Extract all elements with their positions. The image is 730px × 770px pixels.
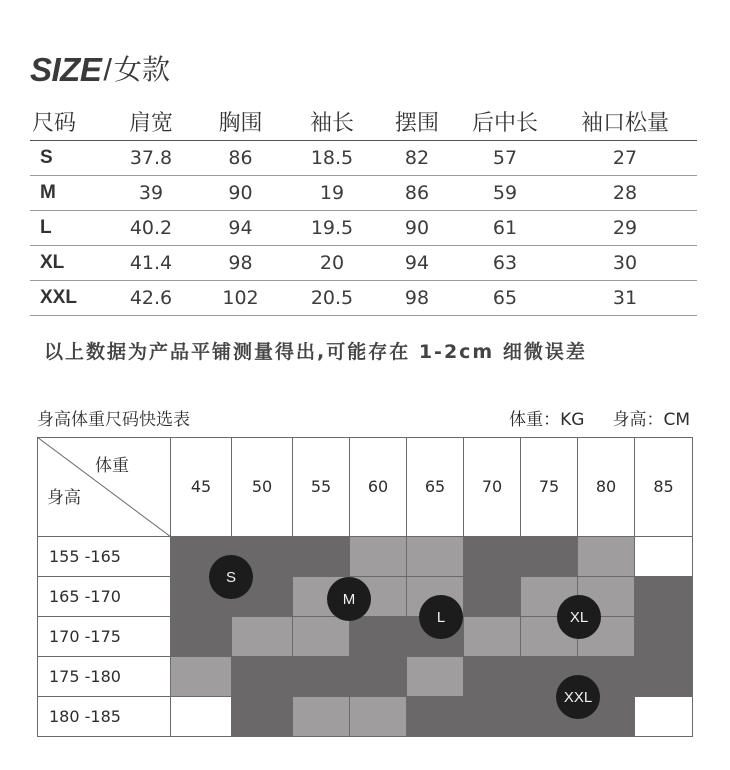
cell-back-length: 63 bbox=[492, 252, 518, 274]
grid-cell bbox=[232, 617, 293, 657]
table-row bbox=[30, 281, 697, 316]
grid-cell bbox=[293, 657, 350, 697]
header-back-length: 后中长 bbox=[471, 111, 538, 136]
size-marker-l: L bbox=[419, 595, 463, 639]
size-table-header bbox=[30, 103, 697, 141]
weight-header: 65 bbox=[407, 437, 464, 537]
cell-chest: 94 bbox=[228, 217, 253, 239]
grid-cell bbox=[635, 657, 693, 697]
table-row bbox=[30, 176, 697, 211]
cell-back-length: 57 bbox=[492, 147, 518, 169]
header-hem: 摆围 bbox=[394, 111, 439, 136]
grid-cell bbox=[171, 617, 232, 657]
grid-cell bbox=[293, 617, 350, 657]
grid-cell bbox=[578, 537, 635, 577]
cell-shoulder: 39 bbox=[138, 182, 164, 204]
grid-cell bbox=[635, 537, 693, 577]
grid-cell bbox=[407, 657, 464, 697]
title-separator: / bbox=[103, 52, 112, 87]
cell-cuff: 29 bbox=[612, 217, 638, 239]
quick-chart-title: 身高体重尺码快选表 bbox=[37, 410, 190, 430]
grid-cell bbox=[171, 697, 232, 737]
weight-header: 50 bbox=[232, 437, 293, 537]
table-row bbox=[30, 246, 697, 281]
cell-hem: 90 bbox=[404, 217, 430, 239]
cell-size: L bbox=[40, 217, 52, 238]
cell-back-length: 61 bbox=[492, 217, 518, 239]
grid-corner bbox=[37, 437, 171, 537]
height-label: 180 -185 bbox=[37, 697, 171, 737]
grid-cell bbox=[464, 577, 521, 617]
size-marker-xl: XL bbox=[557, 595, 601, 639]
title-chinese: 女款 bbox=[113, 53, 170, 86]
corner-height-label: 身高 bbox=[47, 488, 81, 508]
height-label: 175 -180 bbox=[37, 657, 171, 697]
cell-shoulder: 41.4 bbox=[129, 252, 173, 274]
height-label: 165 -170 bbox=[37, 577, 171, 617]
weight-header: 45 bbox=[171, 437, 232, 537]
cell-shoulder: 37.8 bbox=[129, 147, 173, 169]
cell-sleeve: 20 bbox=[319, 252, 345, 274]
grid-cell bbox=[350, 657, 407, 697]
grid-cell bbox=[232, 697, 293, 737]
height-label: 155 -165 bbox=[37, 537, 171, 577]
grid-cell bbox=[635, 697, 693, 737]
cell-sleeve: 19 bbox=[319, 182, 345, 204]
cell-sleeve: 18.5 bbox=[310, 147, 354, 169]
grid-cell bbox=[293, 537, 350, 577]
grid-cell bbox=[171, 657, 232, 697]
height-weight-grid bbox=[37, 437, 693, 737]
size-marker-m: M bbox=[327, 577, 371, 621]
cell-size: XXL bbox=[40, 287, 77, 308]
weight-header: 80 bbox=[578, 437, 635, 537]
grid-cell bbox=[464, 617, 521, 657]
grid-cell bbox=[350, 537, 407, 577]
quick-chart-units bbox=[509, 405, 690, 430]
cell-shoulder: 42.6 bbox=[129, 287, 173, 309]
grid-cell bbox=[407, 537, 464, 577]
size-marker-s: S bbox=[209, 555, 253, 599]
weight-header: 55 bbox=[293, 437, 350, 537]
cell-chest: 86 bbox=[228, 147, 253, 169]
measurement-note: 以上数据为产品平铺测量得出,可能存在 1-2cm 细微误差 bbox=[44, 341, 587, 363]
grid-cell bbox=[464, 697, 521, 737]
grid-cell bbox=[293, 697, 350, 737]
grid-cell bbox=[464, 657, 521, 697]
title-english: SIZE bbox=[30, 51, 102, 88]
grid-cell bbox=[635, 617, 693, 657]
size-marker-xxl: XXL bbox=[556, 675, 600, 719]
header-size: 尺码 bbox=[32, 111, 77, 136]
weight-header: 70 bbox=[464, 437, 521, 537]
weight-header: 75 bbox=[521, 437, 578, 537]
grid-cell bbox=[232, 657, 293, 697]
cell-chest: 90 bbox=[228, 182, 253, 204]
header-sleeve: 袖长 bbox=[309, 111, 354, 136]
cell-cuff: 27 bbox=[612, 147, 638, 169]
cell-size: M bbox=[40, 182, 56, 203]
grid-cell bbox=[350, 697, 407, 737]
cell-chest: 98 bbox=[228, 252, 253, 274]
grid-cell bbox=[464, 537, 521, 577]
grid-cell bbox=[350, 617, 407, 657]
corner-weight-label: 体重 bbox=[95, 456, 129, 476]
grid-cell bbox=[635, 577, 693, 617]
cell-sleeve: 20.5 bbox=[310, 287, 354, 309]
cell-back-length: 65 bbox=[492, 287, 518, 309]
cell-shoulder: 40.2 bbox=[129, 217, 173, 239]
cell-hem: 94 bbox=[404, 252, 430, 274]
cell-back-length: 59 bbox=[492, 182, 518, 204]
header-chest: 胸围 bbox=[218, 111, 263, 136]
page-title bbox=[30, 48, 170, 88]
grid-cell bbox=[407, 697, 464, 737]
height-label: 170 -175 bbox=[37, 617, 171, 657]
cell-chest: 102 bbox=[222, 287, 259, 309]
cell-cuff: 31 bbox=[612, 287, 638, 309]
table-row bbox=[30, 141, 697, 176]
weight-header: 85 bbox=[635, 437, 693, 537]
cell-size: S bbox=[40, 147, 53, 168]
weight-unit-label: 体重：KG bbox=[509, 410, 585, 430]
height-unit-label: 身高：CM bbox=[612, 410, 690, 430]
cell-cuff: 30 bbox=[612, 252, 638, 274]
cell-hem: 86 bbox=[404, 182, 430, 204]
header-shoulder: 肩宽 bbox=[128, 111, 173, 136]
cell-sleeve: 19.5 bbox=[310, 217, 354, 239]
weight-header: 60 bbox=[350, 437, 407, 537]
table-row bbox=[30, 211, 697, 246]
cell-size: XL bbox=[40, 252, 65, 273]
header-cuff: 袖口松量 bbox=[580, 111, 669, 136]
grid-cell bbox=[521, 537, 578, 577]
cell-hem: 82 bbox=[404, 147, 430, 169]
cell-hem: 98 bbox=[404, 287, 430, 309]
size-table bbox=[30, 103, 697, 316]
cell-cuff: 28 bbox=[612, 182, 638, 204]
